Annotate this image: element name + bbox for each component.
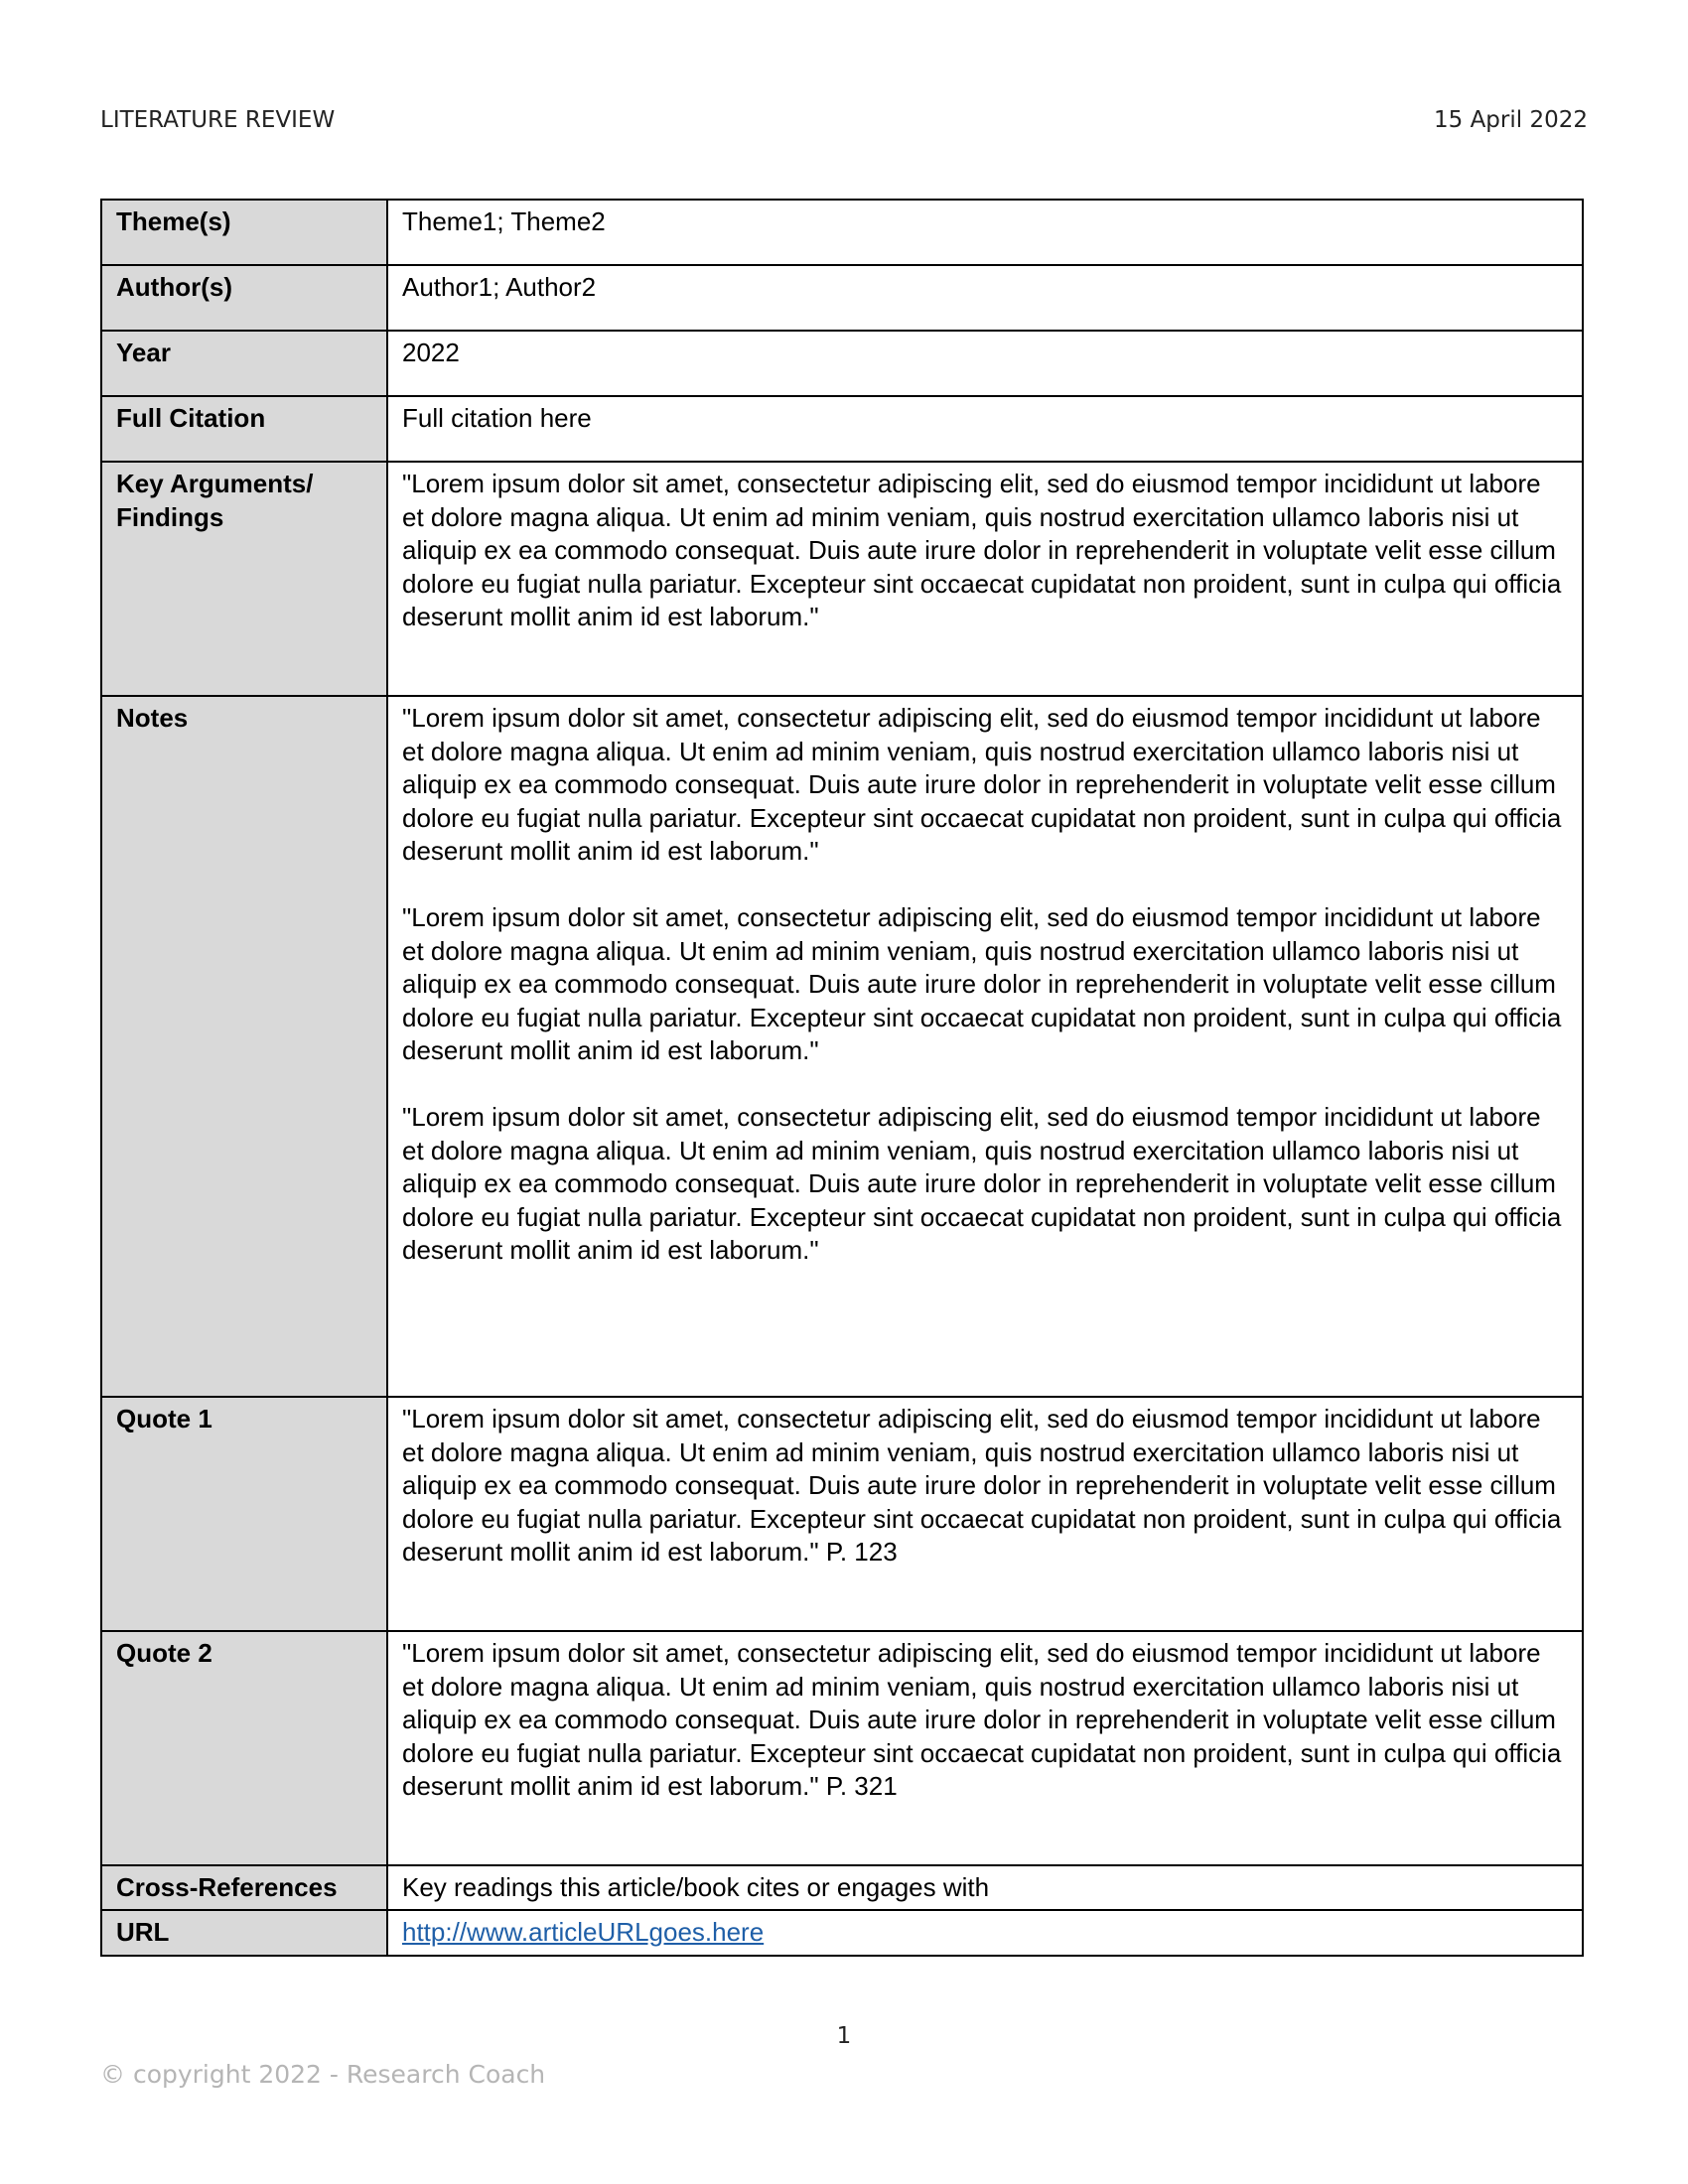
document-date: 15 April 2022	[1434, 107, 1588, 133]
row-cross-references	[101, 1865, 1583, 1910]
notes-label: Notes	[101, 696, 387, 1397]
cross-references-label: Cross-References	[101, 1865, 387, 1910]
quote-1-value	[387, 1397, 1583, 1631]
row-full-citation	[101, 396, 1583, 462]
quote-1-text: "Lorem ipsum dolor sit amet, consectetur adipiscing elit, sed do eiusmod tempor incididunt ut labore et dolore magna aliqua. Ut enim ad minim veniam, quis nostrud exercitation ullamco laboris nisi ut aliquip ex ea commodo consequat. Duis aute irure dolor in reprehenderit in voluptate velit esse cillum dolore eu fugiat nulla pariatur. Excepteur sint occaecat cupidatat non proident, sunt in culpa qui officia deserunt mollit anim id est laborum." P. 123	[402, 1404, 1562, 1567]
row-quote-1	[101, 1397, 1583, 1631]
notes-paragraph: "Lorem ipsum dolor sit amet, consectetur adipiscing elit, sed do eiusmod tempor incididunt ut labore et dolore magna aliqua. Ut enim ad minim veniam, quis nostrud exercitation ullamco laboris nisi ut aliquip ex ea commodo consequat. Duis aute irure dolor in reprehenderit in voluptate velit esse cillum dolore eu fugiat nulla pariatur. Excepteur sint occaecat cupidatat non proident, sunt in culpa qui officia deserunt mollit anim id est laborum."	[402, 902, 1562, 1065]
document-title: LITERATURE REVIEW	[100, 107, 336, 133]
row-url	[101, 1910, 1583, 1956]
year-text: 2022	[402, 338, 460, 367]
full-citation-value	[387, 396, 1583, 462]
cross-references-value	[387, 1865, 1583, 1910]
themes-value	[387, 200, 1583, 265]
row-notes	[101, 696, 1583, 1397]
year-value	[387, 331, 1583, 396]
notes-value	[387, 696, 1583, 1397]
row-authors	[101, 265, 1583, 331]
key-arguments-value	[387, 462, 1583, 696]
themes-label: Theme(s)	[101, 200, 387, 265]
row-themes	[101, 200, 1583, 265]
full-citation-text: Full citation here	[402, 403, 592, 433]
key-arguments-label: Key Arguments/ Findings	[101, 462, 387, 696]
year-label: Year	[101, 331, 387, 396]
themes-text: Theme1; Theme2	[402, 206, 606, 236]
quote-2-value	[387, 1631, 1583, 1865]
authors-value	[387, 265, 1583, 331]
quote-1-label: Quote 1	[101, 1397, 387, 1631]
notes-paragraph: "Lorem ipsum dolor sit amet, consectetur adipiscing elit, sed do eiusmod tempor incididunt ut labore et dolore magna aliqua. Ut enim ad minim veniam, quis nostrud exercitation ullamco laboris nisi ut aliquip ex ea commodo consequat. Duis aute irure dolor in reprehenderit in voluptate velit esse cillum dolore eu fugiat nulla pariatur. Excepteur sint occaecat cupidatat non proident, sunt in culpa qui officia deserunt mollit anim id est laborum."	[402, 1102, 1562, 1265]
article-url-link[interactable]: http://www.articleURLgoes.here	[402, 1917, 765, 1947]
row-quote-2	[101, 1631, 1583, 1865]
row-key-arguments	[101, 462, 1583, 696]
row-year	[101, 331, 1583, 396]
literature-review-table	[100, 199, 1584, 1957]
copyright-notice: © copyright 2022 - Research Coach	[100, 2060, 546, 2089]
authors-label: Author(s)	[101, 265, 387, 331]
quote-2-text: "Lorem ipsum dolor sit amet, consectetur adipiscing elit, sed do eiusmod tempor incididunt ut labore et dolore magna aliqua. Ut enim ad minim veniam, quis nostrud exercitation ullamco laboris nisi ut aliquip ex ea commodo consequat. Duis aute irure dolor in reprehenderit in voluptate velit esse cillum dolore eu fugiat nulla pariatur. Excepteur sint occaecat cupidatat non proident, sunt in culpa qui officia deserunt mollit anim id est laborum." P. 321	[402, 1638, 1562, 1801]
page-header	[100, 102, 1588, 138]
url-label: URL	[101, 1910, 387, 1956]
page-number: 1	[836, 2023, 852, 2049]
notes-paragraph: "Lorem ipsum dolor sit amet, consectetur adipiscing elit, sed do eiusmod tempor incididunt ut labore et dolore magna aliqua. Ut enim ad minim veniam, quis nostrud exercitation ullamco laboris nisi ut aliquip ex ea commodo consequat. Duis aute irure dolor in reprehenderit in voluptate velit esse cillum dolore eu fugiat nulla pariatur. Excepteur sint occaecat cupidatat non proident, sunt in culpa qui officia deserunt mollit anim id est laborum."	[402, 703, 1562, 866]
full-citation-label: Full Citation	[101, 396, 387, 462]
authors-text: Author1; Author2	[402, 272, 597, 302]
quote-2-label: Quote 2	[101, 1631, 387, 1865]
key-arguments-text: "Lorem ipsum dolor sit amet, consectetur adipiscing elit, sed do eiusmod tempor incididunt ut labore et dolore magna aliqua. Ut enim ad minim veniam, quis nostrud exercitation ullamco laboris nisi ut aliquip ex ea commodo consequat. Duis aute irure dolor in reprehenderit in voluptate velit esse cillum dolore eu fugiat nulla pariatur. Excepteur sint occaecat cupidatat non proident, sunt in culpa qui officia deserunt mollit anim id est laborum."	[402, 469, 1562, 631]
cross-references-text: Key readings this article/book cites or engages with	[402, 1872, 990, 1902]
url-value	[387, 1910, 1583, 1956]
